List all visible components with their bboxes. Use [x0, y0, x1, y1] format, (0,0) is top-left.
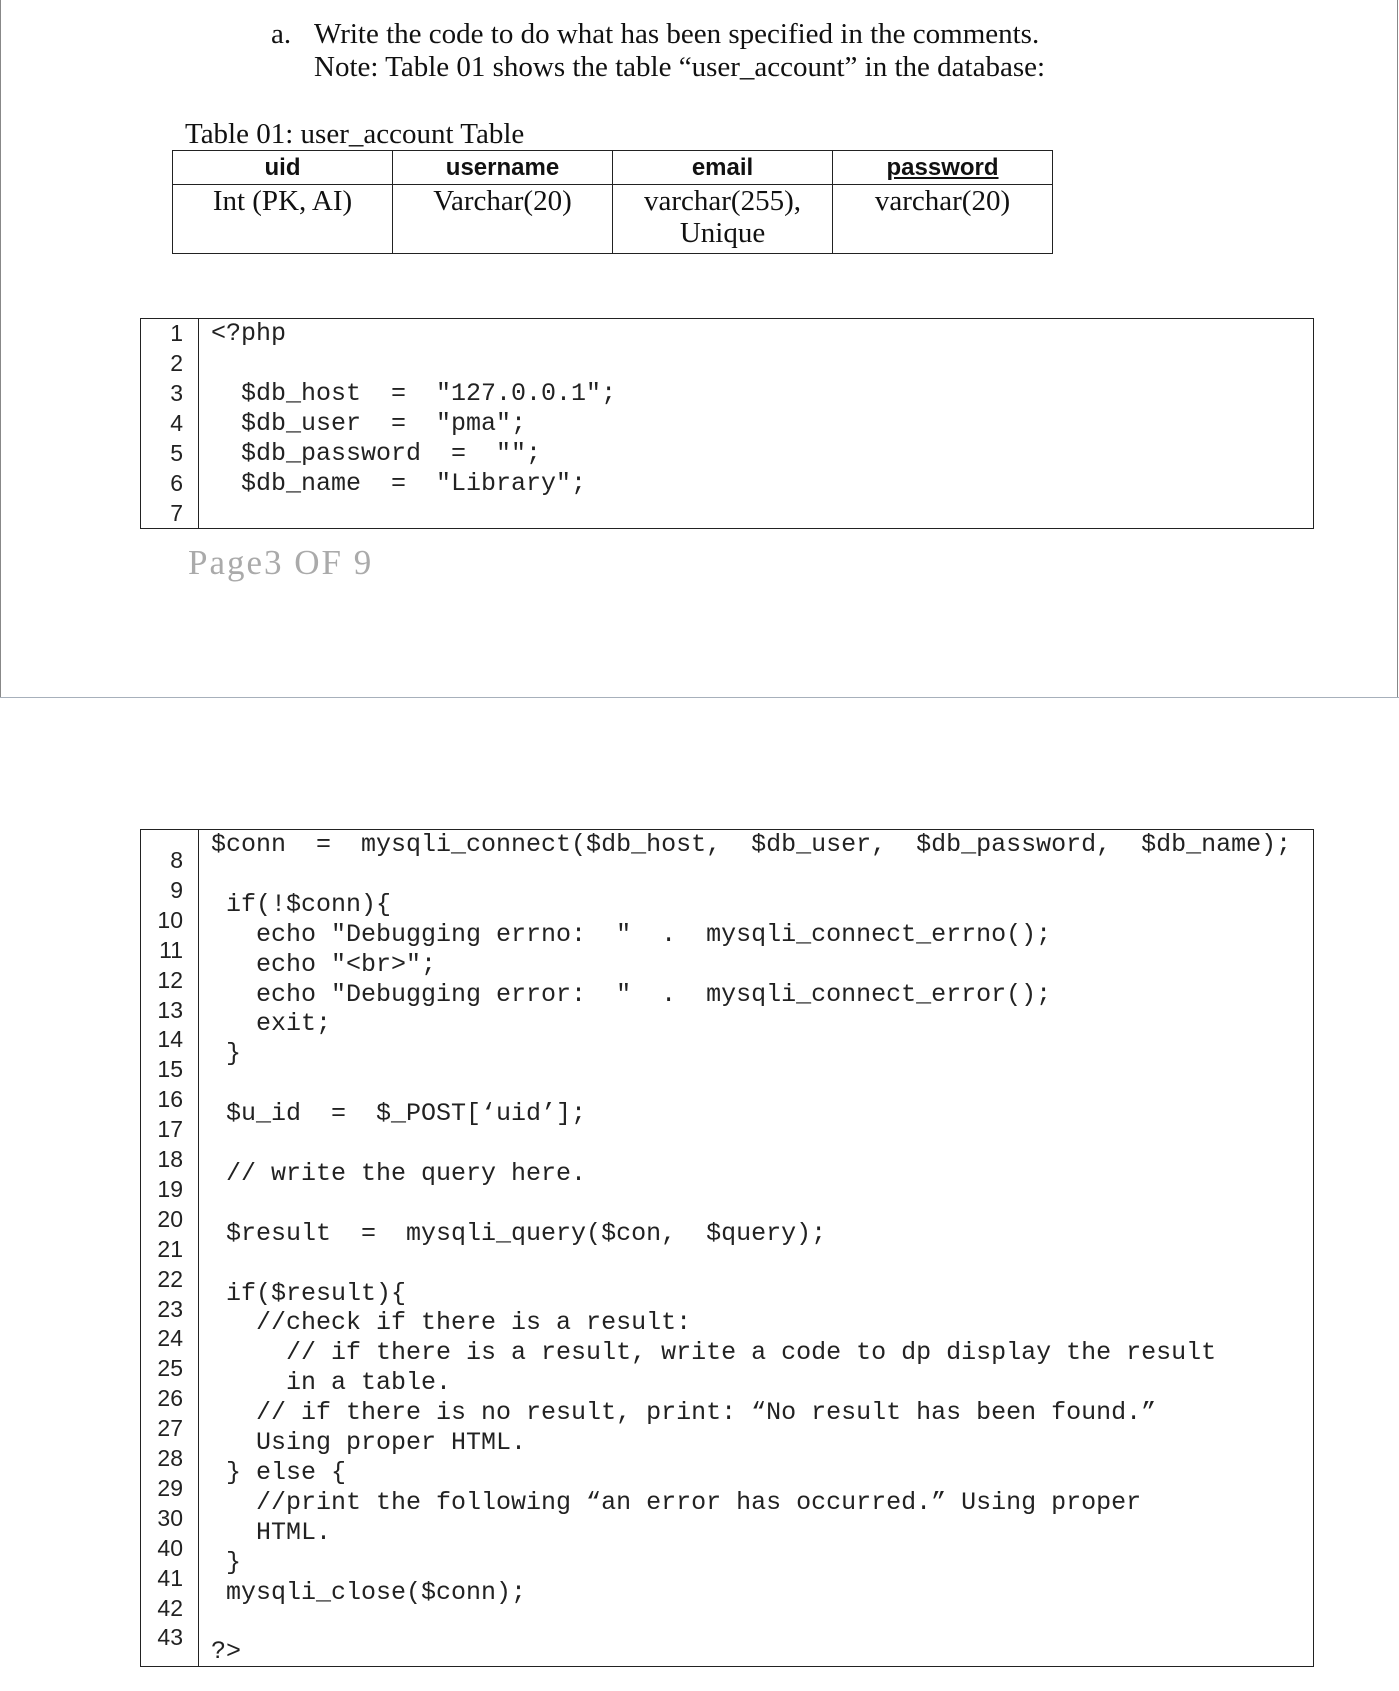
- column-header-email: email: [613, 151, 833, 185]
- code-block-1: [140, 318, 1314, 529]
- code-line: in a table.: [211, 1368, 452, 1398]
- table-header-row: [173, 151, 1053, 185]
- column-header-uid: uid: [173, 151, 393, 185]
- line-number: 16: [157, 1086, 183, 1113]
- line-number: 13: [157, 996, 183, 1023]
- code-line: //check if there is a result:: [211, 1308, 692, 1338]
- code-line: if(!$conn){: [211, 889, 392, 919]
- question-label: a.: [271, 18, 292, 50]
- code-line: exit;: [211, 1009, 332, 1039]
- question-note: Note: Table 01 shows the table “user_account” in the database:: [314, 51, 1046, 83]
- line-number: 11: [159, 936, 183, 963]
- line-number: 25: [157, 1355, 183, 1382]
- page-border-right: [1397, 0, 1398, 698]
- line-number: 42: [157, 1594, 183, 1621]
- code-line: HTML.: [211, 1517, 332, 1547]
- line-number: 12: [157, 966, 183, 993]
- code-line: // if there is a result, write a code to dp display the result: [211, 1338, 1217, 1368]
- type-email: varchar(255), Unique: [613, 185, 833, 254]
- code-line: } else {: [211, 1457, 347, 1487]
- code-line: $result = mysqli_query($con, $query);: [211, 1218, 827, 1248]
- column-header-username: username: [393, 151, 613, 185]
- line-number: 18: [157, 1146, 183, 1172]
- column-header-password: password: [833, 151, 1053, 185]
- line-number: 7: [170, 500, 183, 526]
- line-number: 21: [157, 1235, 183, 1262]
- code-line: ?>: [211, 1637, 242, 1667]
- code-line: Using proper HTML.: [211, 1428, 527, 1457]
- line-number: 26: [157, 1385, 183, 1412]
- code-line: $db_host = "127.0.0.1";: [211, 379, 617, 408]
- code-line: }: [211, 1547, 242, 1577]
- table-caption: Table 01: user_account Table: [185, 118, 525, 150]
- code-line: $db_name = "Library";: [211, 469, 587, 498]
- table-type-row: [173, 185, 1053, 254]
- code-line: // write the query here.: [211, 1158, 587, 1188]
- question-text: Write the code to do what has been specified in the comments.: [314, 18, 1040, 50]
- line-number: 23: [157, 1295, 183, 1322]
- type-password: varchar(20): [833, 185, 1053, 254]
- line-number: 15: [157, 1056, 183, 1083]
- line-number: 2: [170, 350, 183, 376]
- line-number: 1: [170, 320, 183, 346]
- line-number: 29: [157, 1474, 183, 1501]
- line-number: 41: [157, 1564, 183, 1591]
- type-username: Varchar(20): [393, 185, 613, 254]
- line-number: 43: [157, 1624, 183, 1651]
- line-number: 17: [157, 1116, 183, 1143]
- code-line: echo "Debugging errno: " . mysqli_connect_errno();: [211, 919, 1052, 949]
- code-block-2: [140, 829, 1314, 1667]
- page-border-left: [0, 0, 1, 698]
- line-number: 3: [170, 380, 183, 406]
- page-marker: Page3 OF 9: [188, 543, 374, 582]
- code-line: $db_password = "";: [211, 439, 542, 468]
- line-number: 27: [157, 1415, 183, 1442]
- line-number: 4: [170, 410, 183, 436]
- code-line: mysqli_close($conn);: [211, 1577, 527, 1607]
- line-number: 19: [157, 1175, 183, 1202]
- line-number: 28: [157, 1445, 183, 1471]
- line-number: 24: [157, 1325, 183, 1352]
- code-line: $u_id = $_POST[‘uid’];: [211, 1099, 587, 1129]
- code-line: <?php: [211, 319, 287, 348]
- code-line: $db_user = "pma";: [211, 409, 527, 438]
- line-number: 5: [170, 440, 183, 466]
- code-line: //print the following “an error has occurred.” Using proper: [211, 1487, 1142, 1517]
- page-separator: [0, 697, 1399, 698]
- user-account-table: [172, 150, 1053, 254]
- line-number: 30: [157, 1504, 183, 1531]
- code-line: echo "<br>";: [211, 949, 437, 979]
- code-line: echo "Debugging error: " . mysqli_connect_error();: [211, 979, 1052, 1009]
- line-number: 20: [157, 1205, 183, 1232]
- line-number: 22: [157, 1265, 183, 1292]
- code-line: if($result){: [211, 1278, 407, 1308]
- line-number: 9: [170, 876, 183, 903]
- type-uid: Int (PK, AI): [173, 185, 393, 254]
- code-line: // if there is no result, print: “No result has been found.”: [211, 1398, 1157, 1428]
- code-line: }: [211, 1039, 242, 1069]
- line-number: 6: [170, 470, 183, 496]
- line-number: 8: [170, 847, 183, 873]
- line-number: 14: [157, 1026, 183, 1053]
- line-number: 10: [157, 906, 183, 933]
- code-line: $conn = mysqli_connect($db_host, $db_user, $db_password, $db_name);: [211, 830, 1292, 859]
- line-number: 40: [157, 1534, 183, 1561]
